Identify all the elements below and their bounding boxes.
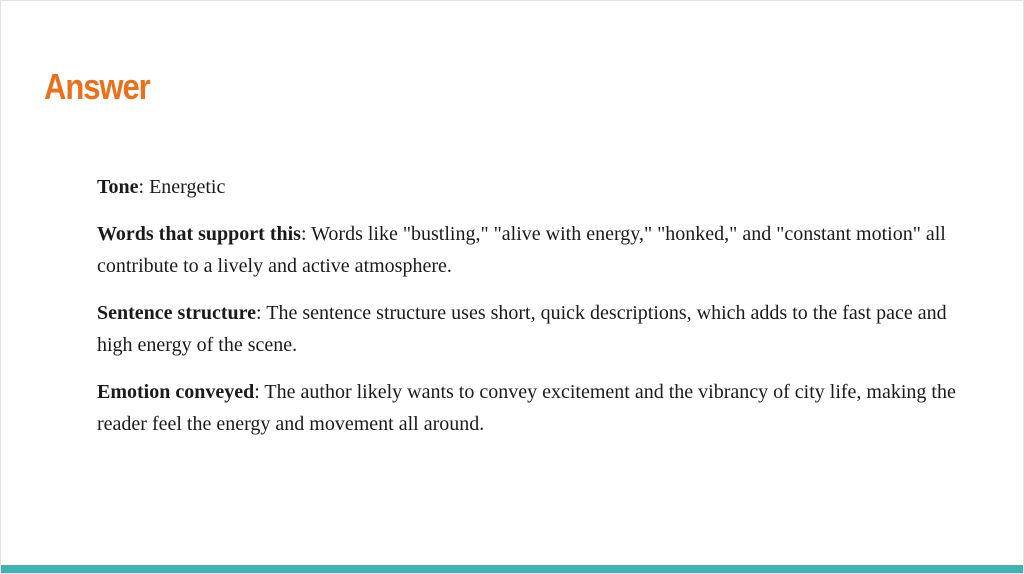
answer-content — [97, 171, 987, 455]
supporting-words-text: : Words like "bustling," "alive with energy," "honked," and "constant motion" all contribute to a lively and active atmosphere. — [97, 223, 946, 277]
sentence-structure-text: : The sentence structure uses short, quick descriptions, which adds to the fast pace and high energy of the scene. — [97, 302, 947, 356]
emotion-conveyed-text: : The author likely wants to convey excitement and the vibrancy of city life, making the reader feel the energy and movement all around. — [97, 381, 956, 435]
supporting-words-label: Words that support this — [97, 223, 301, 245]
bottom-accent-bar — [1, 565, 1023, 573]
emotion-conveyed-paragraph — [97, 376, 987, 440]
emotion-conveyed-label: Emotion conveyed — [97, 381, 255, 403]
tone-paragraph — [97, 171, 987, 203]
slide-title: Answer — [44, 66, 150, 107]
sentence-structure-label: Sentence structure — [97, 302, 257, 324]
supporting-words-paragraph — [97, 218, 987, 282]
sentence-structure-paragraph — [97, 297, 987, 361]
tone-label: Tone — [97, 176, 139, 198]
tone-text: : Energetic — [138, 176, 226, 198]
